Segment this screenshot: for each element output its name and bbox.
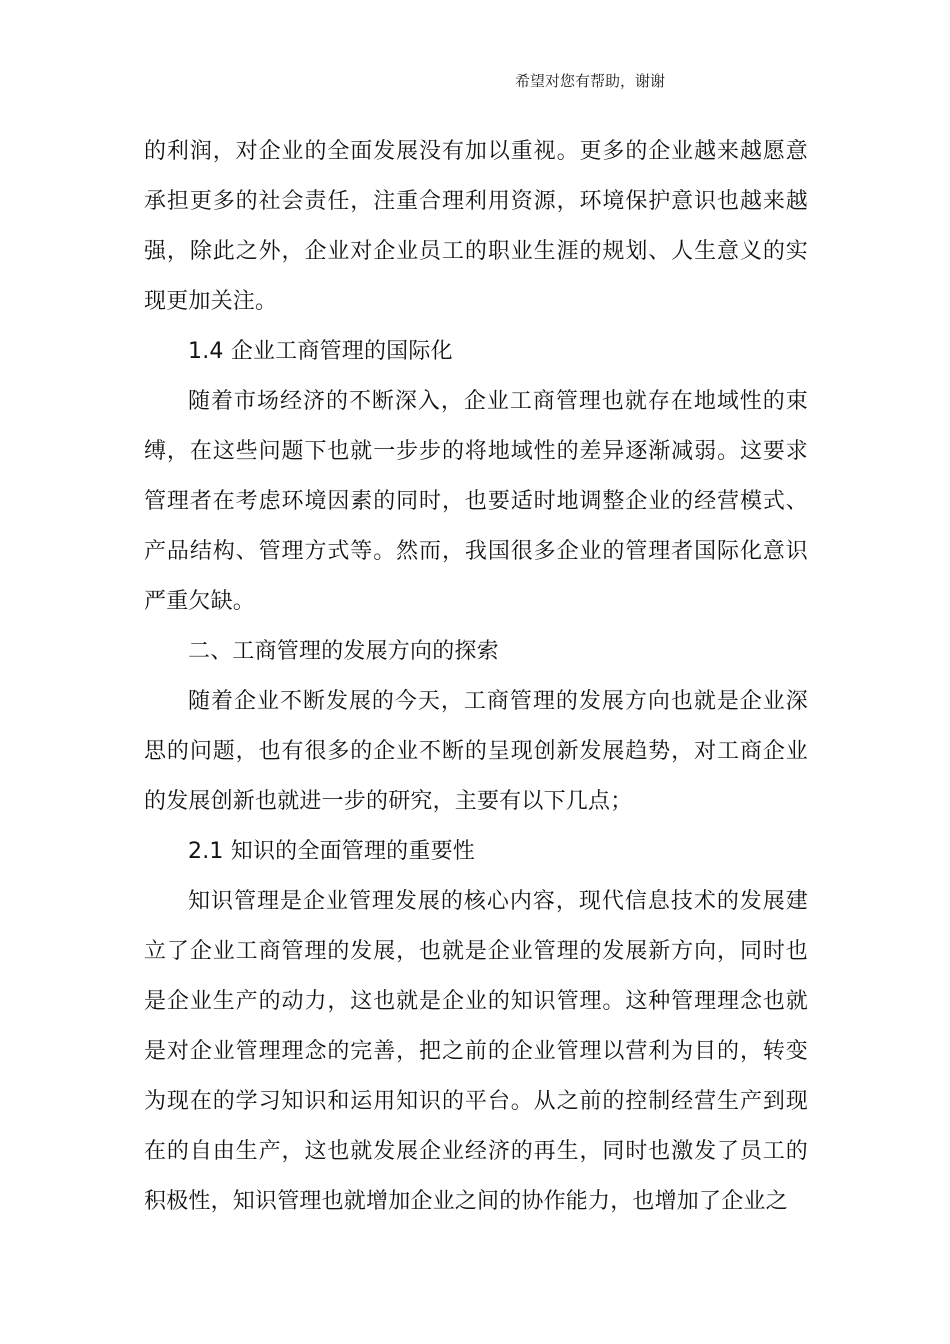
paragraph-continuation: 的利润，对企业的全面发展没有加以重视。更多的企业越来越愿意承担更多的社会责任，注重合理利用资源，环境保护意识也越来越强，除此之外，企业对企业员工的职业生涯的规划、人生意义的实现更加关注。 xyxy=(144,139,808,314)
section-heading-1-4: 1.4 企业工商管理的国际化 xyxy=(188,339,453,364)
paragraph: 随着企业不断发展的今天，工商管理的发展方向也就是企业深思的问题，也有很多的企业不断的呈现创新发展趋势，对工商企业的发展创新也就进一步的研究，主要有以下几点； xyxy=(144,689,808,814)
header-note: 希望对您有帮助，谢谢 xyxy=(515,72,666,90)
paragraph: 知识管理是企业管理发展的核心内容，现代信息技术的发展建立了企业工商管理的发展，也就是企业管理的发展新方向，同时也是企业生产的动力，这也就是企业的知识管理。这种管理理念也就是对企业管理理念的完善，把之前的企业管理以营利为目的，转变为现在的学习知识和运用知识的平台。从之前的控制经营生产到现在的自由生产，这也就发展企业经济的再生，同时也激发了员工的积极性，知识管理也就增加企业之间的协作能力，也增加了企业之 xyxy=(144,889,808,1214)
section-heading-2-1: 2.1 知识的全面管理的重要性 xyxy=(188,839,475,864)
body-text xyxy=(144,127,808,1227)
section-heading-2: 二、工商管理的发展方向的探索 xyxy=(188,639,499,664)
paragraph: 随着市场经济的不断深入，企业工商管理也就存在地域性的束缚，在这些问题下也就一步步的将地域性的差异逐渐减弱。这要求管理者在考虑环境因素的同时，也要适时地调整企业的经营模式、产品结构、管理方式等。然而，我国很多企业的管理者国际化意识严重欠缺。 xyxy=(144,389,808,614)
